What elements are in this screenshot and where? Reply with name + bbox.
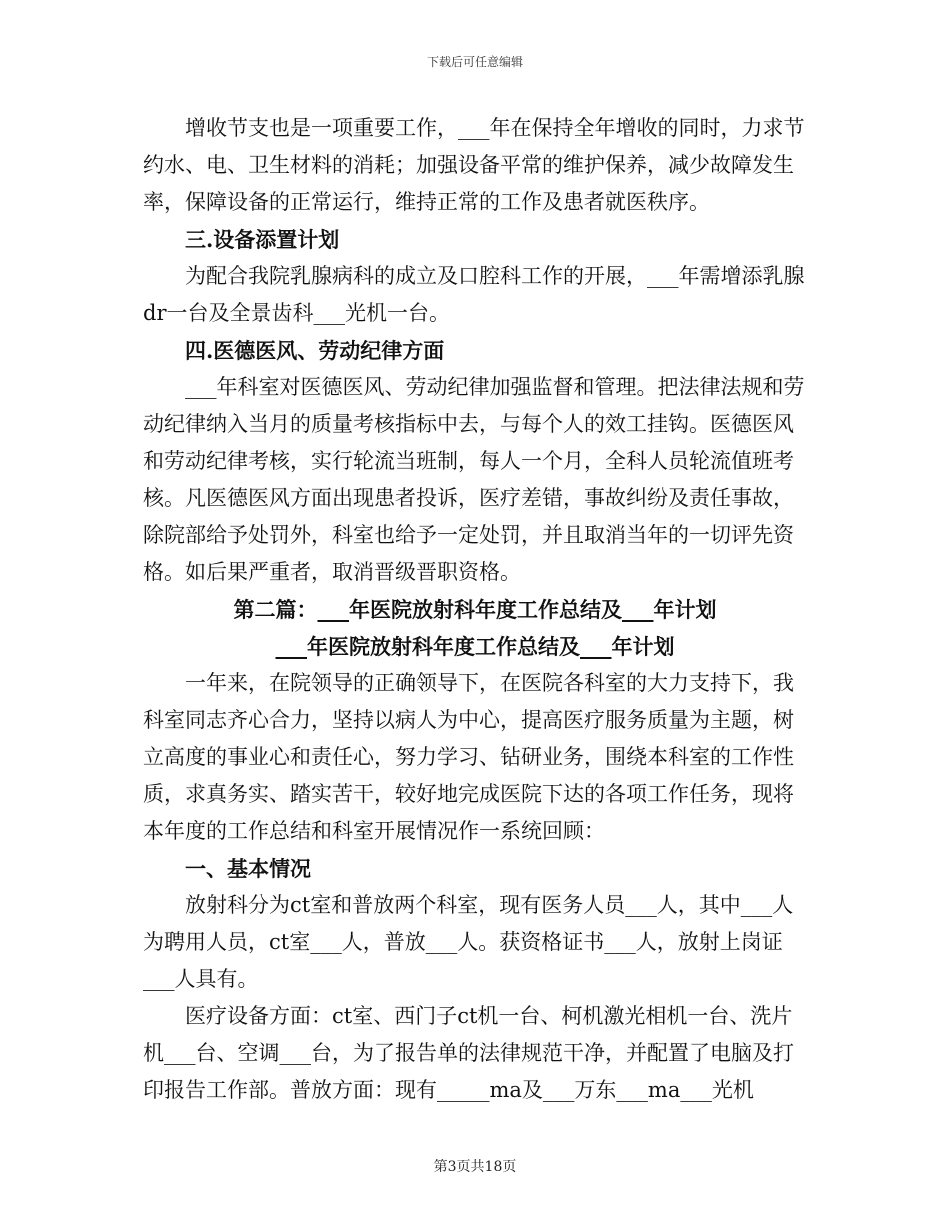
paragraph-staff: 放射科分为ct室和普放两个科室，现有医务人员___人，其中___人为聘用人员，ct室___人，普放___人。获资格证书___人，放射上岗证___人具有。 [143,893,794,991]
page-footer: 第3页共18页 [433,1159,517,1175]
section-heading-ethics-discipline: 四.医德医风、劳动纪律方面 [185,338,445,363]
document-subtitle: ___年医院放射科年度工作总结及___年计划 [275,634,675,659]
document-body [143,110,807,1109]
section-heading-basic-info: 一、基本情况 [185,856,311,881]
paragraph-introduction: 一年来，在院领导的正确领导下，在医院各科室的大力支持下，我科室同志齐心合力，坚持以病人为中心，提高医疗服务质量为主题，树立高度的事业心和责任心，努力学习、钻研业务，围绕本科室的工作性质，求真务实、踏实苦干，较好地完成医院下达的各项工作任务，现将本年度的工作总结和科室开展情况作一系统回顾： [143,671,794,843]
paragraph-equipment-plan: 为配合我院乳腺病科的成立及口腔科工作的开展，___年需增添乳腺dr一台及全景齿科___光机一台。 [143,264,805,325]
page-header: 下载后可任意编辑 [426,55,523,69]
paragraph-medical-equipment: 医疗设备方面：ct室、西门子ct机一台、柯机激光相机一台、洗片机___台、空调___台，为了报告单的法律规范干净，并配置了电脑及打印报告工作部。普放方面：现有_____ma及___万东___ma___光机 [143,1004,794,1102]
section-heading-equipment-plan: 三.设备添置计划 [185,227,340,252]
paragraph-ethics-discipline: ___年科室对医德医风、劳动纪律加强监督和管理。把法律法规和劳动纪律纳入当月的质量考核指标中去，与每个人的效工挂钩。医德医风和劳动纪律考核，实行轮流当班制，每人一个月，全科人员轮流值班考核。凡医德医风方面出现患者投诉，医疗差错，事故纠纷及责任事故，除院部给予处罚外，科室也给予一定处罚，并且取消当年的一切评先资格。如后果严重者，取消晋级晋职资格。 [143,375,805,584]
paragraph-cost-saving: 增收节支也是一项重要工作，___年在保持全年增收的同时，力求节约水、电、卫生材料的消耗；加强设备平常的维护保养，减少故障发生率，保障设备的正常运行，维持正常的工作及患者就医秩序。 [143,116,805,214]
chapter-title: 第二篇：___年医院放射科年度工作总结及___年计划 [233,597,717,622]
